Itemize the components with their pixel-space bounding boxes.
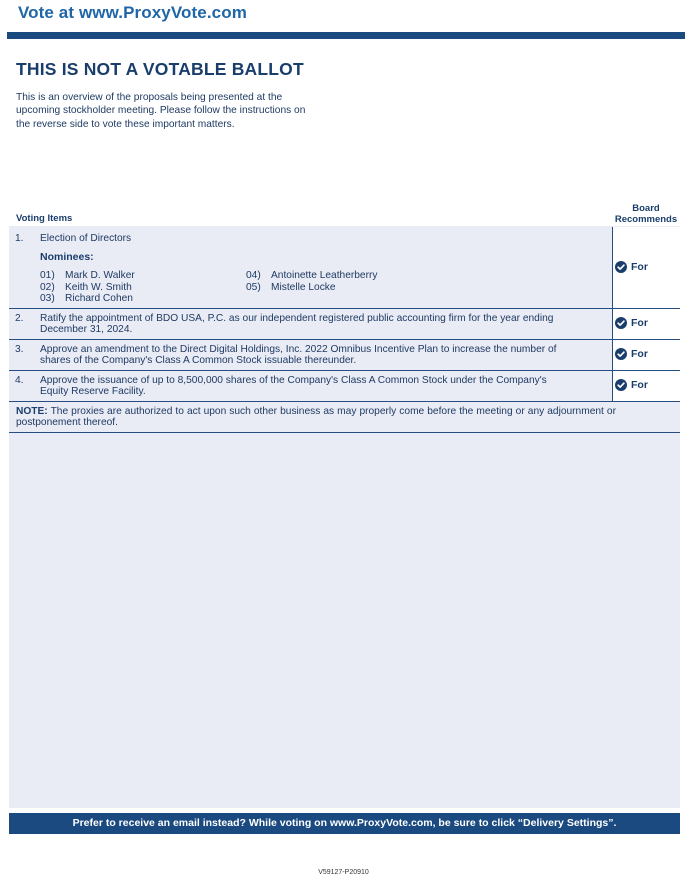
board-recommendation-cell xyxy=(612,227,681,308)
header-title: Vote at www.ProxyVote.com xyxy=(18,3,247,22)
item-line: Approve the issuance of up to 8,500,000 shares of the Company's Class A Common Stock under the Company's xyxy=(40,375,547,386)
item-number: 1. xyxy=(15,233,24,244)
note xyxy=(16,406,616,428)
nominee-name: Antoinette Leatherberry xyxy=(271,270,378,281)
item-line: Election of Directors xyxy=(40,233,132,244)
item-text xyxy=(40,233,608,244)
recommendation xyxy=(615,317,648,329)
note-text: The proxies are authorized to act upon such other business as may properly come before the meeting or any adjournment or postponement thereof. xyxy=(16,406,616,428)
board-label: Board xyxy=(632,203,660,214)
item-line: December 31, 2024. xyxy=(40,324,133,335)
item-line: Ratify the appointment of BDO USA, P.C. as our independent registered public accounting firm for the year ending xyxy=(40,313,554,324)
check-circle-icon xyxy=(615,261,627,273)
item-text xyxy=(40,313,608,335)
nominee-number: 01) xyxy=(40,270,55,281)
nominee xyxy=(40,293,133,304)
nominee-number: 03) xyxy=(40,293,55,304)
intro-text xyxy=(16,91,346,131)
board-recommendation-cell xyxy=(612,371,681,401)
board-recommendation-cell xyxy=(612,309,681,339)
check-circle-icon xyxy=(615,348,627,360)
nominee-name: Keith W. Smith xyxy=(65,282,132,293)
item-line: Approve an amendment to the Direct Digital Holdings, Inc. 2022 Omnibus Incentive Plan to increase the number of xyxy=(40,344,557,355)
item-number: 3. xyxy=(15,344,24,355)
recommendation-label: For xyxy=(631,379,648,391)
recommends-label: Recommends xyxy=(614,214,678,225)
check-circle-icon xyxy=(615,317,627,329)
nominee-name: Mark D. Walker xyxy=(65,270,135,281)
note-label: NOTE: xyxy=(16,406,48,417)
nominee-name: Richard Cohen xyxy=(65,293,133,304)
voting-item-row xyxy=(9,309,680,340)
check-circle-icon xyxy=(615,379,627,391)
recommendation-label: For xyxy=(631,317,648,329)
item-line: Equity Reserve Facility. xyxy=(40,386,146,397)
nominee-name: Mistelle Locke xyxy=(271,282,336,293)
job-code: V59127-P20910 xyxy=(318,869,369,876)
nominee xyxy=(246,270,377,281)
recommendation-label: For xyxy=(631,348,648,360)
item-number: 2. xyxy=(15,313,24,324)
note-divider xyxy=(9,432,680,433)
delivery-settings-banner: Prefer to receive an email instead? While voting on www.ProxyVote.com, be sure to click “Delivery Settings”. xyxy=(9,813,680,834)
voting-item-row xyxy=(9,371,680,402)
recommendation xyxy=(615,261,648,273)
recommendation xyxy=(615,348,648,360)
nominee-number: 05) xyxy=(246,282,261,293)
nominees-label: Nominees: xyxy=(40,251,94,263)
nominee xyxy=(40,282,132,293)
board-recommendation-cell xyxy=(612,340,681,370)
voting-item-row xyxy=(9,340,680,371)
ballot-title: THIS IS NOT A VOTABLE BALLOT xyxy=(16,59,304,79)
voting-items-header: Voting Items xyxy=(16,213,73,224)
nominee-number: 04) xyxy=(246,270,261,281)
nominee xyxy=(40,270,135,281)
item-text xyxy=(40,375,608,397)
intro-line: This is an overview of the proposals being presented at the xyxy=(16,92,283,103)
nominee xyxy=(246,282,336,293)
item-number: 4. xyxy=(15,375,24,386)
recommendation xyxy=(615,379,648,391)
voting-item-row xyxy=(9,227,680,309)
nominee-number: 02) xyxy=(40,282,55,293)
intro-line: upcoming stockholder meeting. Please follow the instructions on xyxy=(16,105,306,117)
item-line: shares of the Company's Class A Common Stock issuable thereunder. xyxy=(40,355,357,366)
item-text xyxy=(40,344,608,366)
board-recommends-header xyxy=(608,203,684,225)
header-rule xyxy=(7,32,685,39)
intro-line: the reverse side to vote these important matters. xyxy=(16,118,235,130)
recommendation-label: For xyxy=(631,261,648,273)
